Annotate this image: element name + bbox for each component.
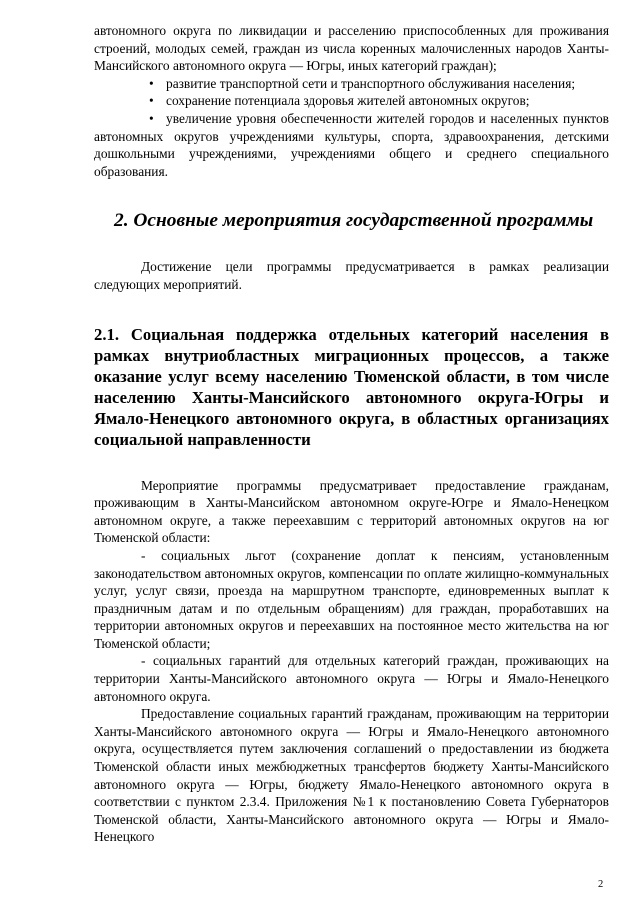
section-heading: 2. Основные мероприятия государственной программы [114,210,594,232]
body-paragraph: Предоставление социальных гарантий гражданам, проживающим на территории Ханты-Мансийского автономного округа — Югры и Ямало-Ненецкого автономного округа, осуществляется путем заключения соглашений о предоставлении из бюджета Тюменской области иных межбюджетных трансфертов бюджету Ханты-Мансийского автономного округа — Югры, бюджету Ямало-Ненецкого автономного округа в соответствии с пунктом 2.3.4. Приложения №1 к постановлению Совета Губернаторов Тюменской области, Ханты-Мансийского автономного округа — Югры и Ямало-Ненецкого [94,706,609,845]
document-page [94,22,609,846]
bullet-item: • сохранение потенциала здоровья жителей автономных округов; [94,92,609,110]
section-lead-paragraph: Достижение цели программы предусматривается в рамках реализации следующих мероприятий. [94,259,609,292]
body-list-item: - социальных гарантий для отдельных категорий граждан, проживающих на территории Ханты-Мансийского автономного округа — Югры и Ямало-Ненецкого автономного округа. [94,653,609,704]
body-list-item: - социальных льгот (сохранение доплат к пенсиям, установленным законодательством автономных округов, компенсации по оплате жилищно-коммунальных услуг, услуг связи, проезда на маршрутном транспорте, единовременных выплат к праздничным датам и по отдельным обращениям) для граждан, проработавших на территории автономных округов и переехавших на постоянное место жительства на юг Тюменской области; [94,547,609,651]
bullet-item: • увеличение уровня обеспеченности жителей городов и населенных пунктов автономных округов учреждениями культуры, спорта, здравоохранения, детскими дошкольными учреждениями, учреждениями общего и среднего специального образования. [94,110,609,180]
bullet-item: • развитие транспортной сети и транспортного обслуживания населения; [94,75,609,93]
intro-paragraph: автономного округа по ликвидации и расселению приспособленных для проживания строений, молодых семей, граждан из числа коренных малочисленных народов Ханты-Мансийского автономного округа — Югры, иных категорий граждан); [94,23,609,74]
body-paragraph: Мероприятие программы предусматривает предоставление гражданам, проживающим в Ханты-Мансийском автономном округе-Югре и Ямало-Ненецком автономном округе, а также переехавшим с территорий автономных округов на юг Тюменской области: [94,477,609,546]
subsection-heading: 2.1. Социальная поддержка отдельных категорий населения в рамках внутриобластных миграционных процессов, а также оказание услуг всему населению Тюменской области, в том числе населению Ханты-Мансийского автономного округа-Югры и Ямало-Ненецкого автономного округа, в областных организациях социальной направленности [94,324,609,449]
page-number: 2 [598,879,604,890]
